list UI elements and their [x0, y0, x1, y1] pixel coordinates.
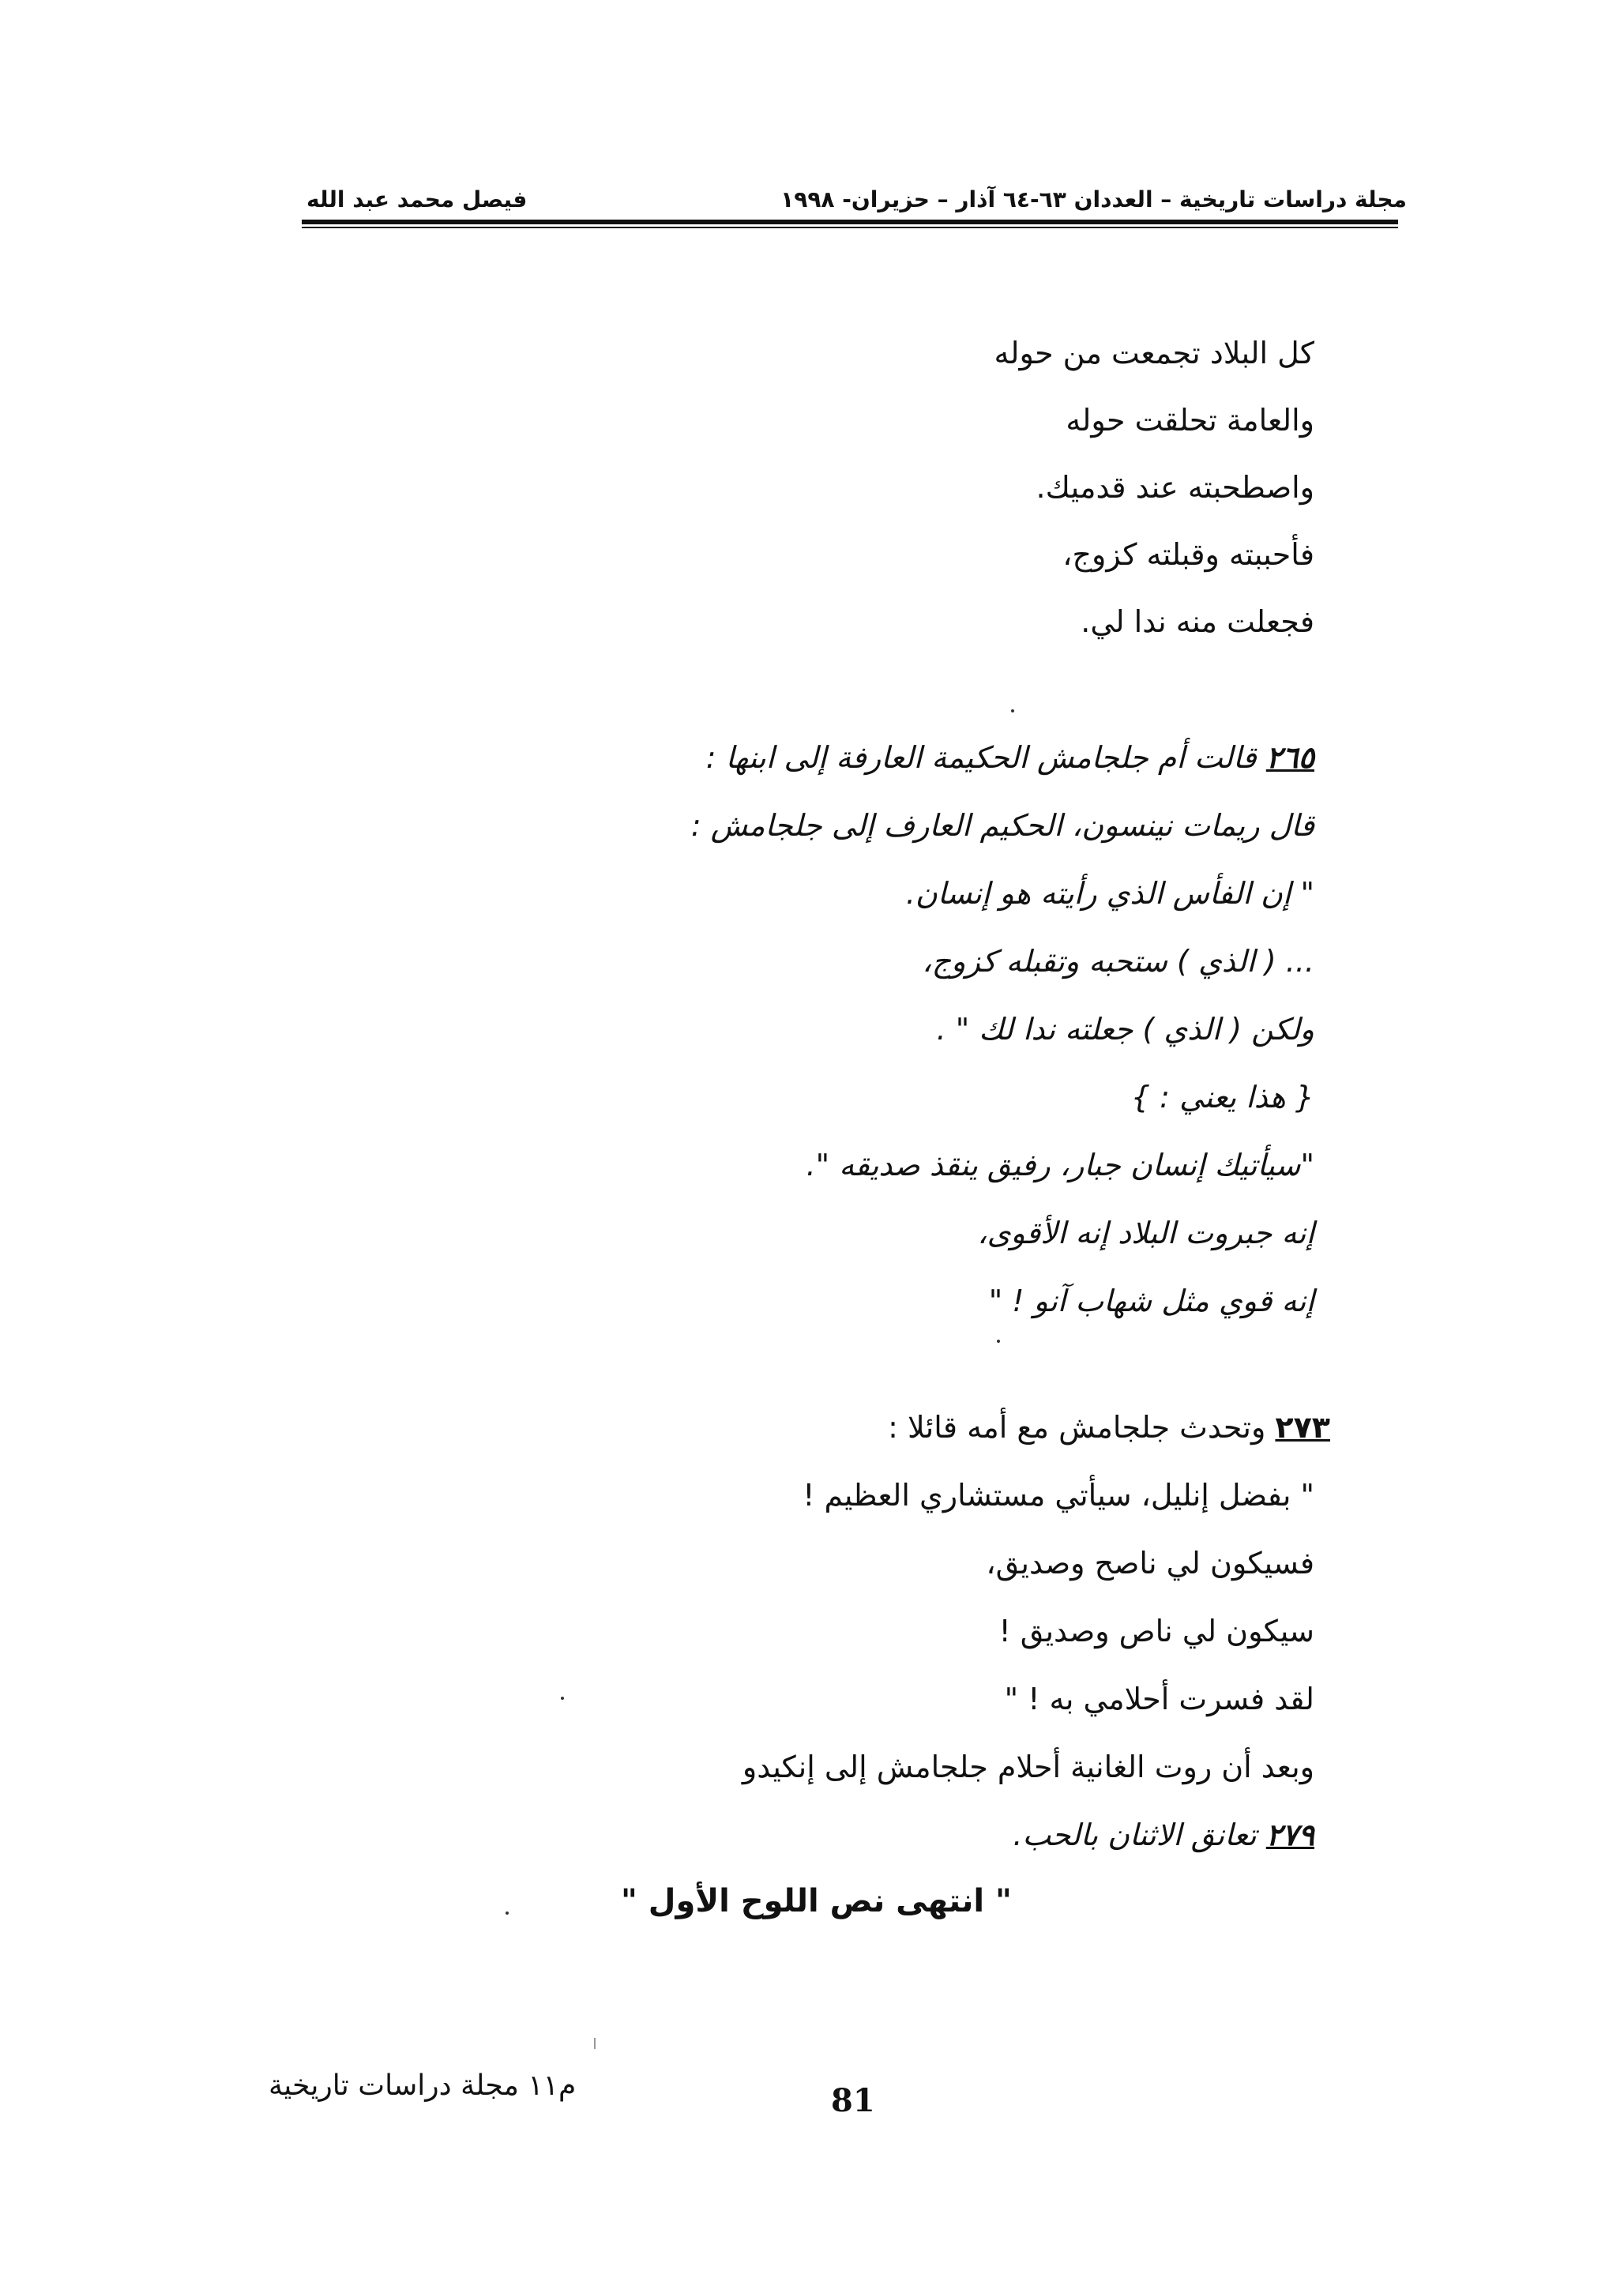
- poem-line: إنه قوي مثل شهاب آنو ! ": [988, 1284, 1314, 1318]
- verse-line: كل البلاد تجمعت من حوله: [994, 336, 1314, 370]
- section-265-heading: [706, 739, 1314, 776]
- poem-line: " إن الفأس الذي رأيته هو إنسان.: [905, 876, 1314, 911]
- speck: [561, 1697, 564, 1700]
- poem-line: { هذا يعني : }: [1130, 1080, 1314, 1115]
- section-265-first-line: قالت أم جلجامش الحكيمة العارفة إلى ابنها :: [705, 740, 1266, 775]
- verse-line: والعامة تحلقت حوله: [1066, 403, 1314, 438]
- verse-line: فجعلت منه ندا لي.: [1081, 604, 1314, 639]
- poem-line: إنه جبروت البلاد إنه الأقوى،: [977, 1216, 1314, 1250]
- scan-mark: [594, 2038, 596, 2049]
- header-rule-thin: [302, 227, 1398, 228]
- tablet-end-note: " انتهى نص اللوح الأول ": [621, 1883, 1012, 1919]
- poem-line: فسيكون لي ناصح وصديق،: [986, 1546, 1314, 1581]
- speck: [506, 1911, 509, 1915]
- poem-line: سيكون لي ناص وصديق !: [998, 1614, 1314, 1648]
- poem-line: لقد فسرت أحلامي به ! ": [1004, 1682, 1314, 1716]
- line-number: ٢٧٩: [1265, 1818, 1314, 1852]
- line-number: ٢٦٥: [1265, 740, 1314, 775]
- verse-line: واصطحبته عند قدميك.: [1036, 470, 1314, 505]
- poem-line: "سيأتيك إنسان جبار، رفيق ينقذ صديقه ".: [806, 1148, 1314, 1182]
- line-number: ٢٧٣: [1275, 1410, 1330, 1445]
- page-number: 81: [831, 2082, 875, 2119]
- author-name: فيصل محمد عبد الله: [306, 186, 528, 212]
- footer-journal-label: م١١ مجلة دراسات تاريخية: [269, 2069, 577, 2102]
- section-279-text: تعانق الاثنان بالحب.: [1013, 1818, 1266, 1852]
- speck: [1011, 709, 1014, 712]
- poem-line: " بفضل إنليل، سيأتي مستشاري العظيم !: [803, 1478, 1314, 1513]
- poem-line: ولكن ( الذي ) جعلته ندا لك " .: [936, 1012, 1314, 1047]
- section-273-heading: [888, 1409, 1330, 1445]
- poem-line: قال ريمات نينسون، الحكيم العارف إلى جلجامش :: [690, 808, 1314, 843]
- section-279-line: [1013, 1817, 1314, 1853]
- journal-title: مجلة دراسات تاريخية – العددان ٦٣-٦٤ آذار – حزيران- ١٩٩٨: [780, 186, 1407, 212]
- verse-line: فأحببته وقبلته كزوج،: [1062, 537, 1314, 572]
- poem-line: وبعد أن روت الغانية أحلام جلجامش إلى إنكيدو: [742, 1750, 1314, 1784]
- section-273-first-line: وتحدث جلجامش مع أمه قائلا :: [888, 1410, 1276, 1445]
- poem-line: ... ( الذي ) ستحبه وتقبله كزوج،: [922, 944, 1314, 979]
- header-rule: [302, 220, 1398, 224]
- speck: [997, 1340, 1000, 1343]
